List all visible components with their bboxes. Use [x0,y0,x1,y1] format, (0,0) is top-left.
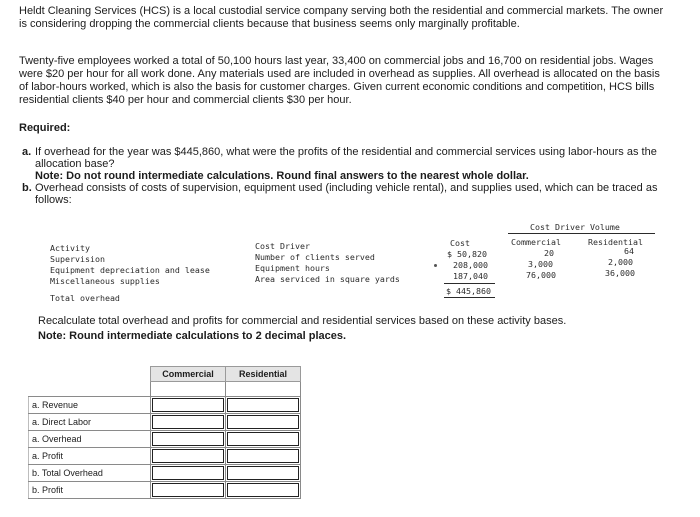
profit-b-commercial-input[interactable] [151,482,226,499]
part-a-text: If overhead for the year was $445,860, what were the profits of the residential and commercial services using labor-hours as the allocation base? [35,146,657,170]
input-box[interactable] [227,483,299,497]
header-rule [508,233,655,234]
activity-supplies: Miscellaneous supplies [50,276,160,286]
row-total-overhead [29,465,301,482]
row-direct-labor [29,414,301,431]
driver-clients: Number of clients served [255,252,375,262]
cost-equipment: 208,000 [453,260,488,270]
input-box[interactable] [227,466,299,480]
row-label: a. Revenue [29,397,151,414]
commercial-supervision: 20 [544,248,554,258]
total-overhead-commercial-input[interactable] [151,465,226,482]
intro-paragraph: Heldt Cleaning Services (HCS) is a local custodial service company serving both the residential and commercial markets. The owner is considering dropping the commercial clients because that business seems only marginally profitable. [19,5,664,30]
required-label: Required: [19,122,71,134]
profit-a-residential-input[interactable] [226,448,301,465]
row-label: a. Direct Labor [29,414,151,431]
input-box[interactable] [227,449,299,463]
row-spacer-label [29,382,151,397]
spacer-residential [226,382,301,397]
col-driver: Cost Driver [255,241,310,251]
spacer-commercial [151,382,226,397]
activity-equipment: Equipment depreciation and lease [50,265,210,275]
col-residential: Residential [588,237,643,247]
commercial-equipment: 3,000 [528,259,553,269]
row-overhead [29,431,301,448]
driver-equipment-hours: Equipment hours [255,263,330,273]
profit-a-commercial-input[interactable] [151,448,226,465]
row-revenue [29,397,301,414]
profit-b-residential-input[interactable] [226,482,301,499]
row-label: a. Overhead [29,431,151,448]
answer-grid [28,366,301,499]
part-a [22,146,668,182]
residential-supplies: 36,000 [605,268,635,278]
input-box[interactable] [152,432,224,446]
input-box[interactable] [227,432,299,446]
cost-supplies: 187,040 [453,271,488,281]
header-group: Cost Driver Volume [530,222,620,232]
input-box[interactable] [152,449,224,463]
col-residential-header: Residential [226,367,301,382]
direct-labor-commercial-input[interactable] [151,414,226,431]
overhead-commercial-input[interactable] [151,431,226,448]
input-box[interactable] [152,483,224,497]
cost-supervision: $ 50,820 [447,249,487,259]
revenue-residential-input[interactable] [226,397,301,414]
total-overhead-residential-input[interactable] [226,465,301,482]
residential-supervision: 64 [624,246,634,256]
overhead-residential-input[interactable] [226,431,301,448]
total-value: $ 445,860 [446,286,491,296]
part-a-note: Note: Do not round intermediate calculations. Round final answers to the nearest whole dollar. [35,170,529,182]
row-label: a. Profit [29,448,151,465]
stray-dot [434,264,437,267]
recalc-note: Note: Round intermediate calculations to 2 decimal places. [38,330,347,342]
row-label: b. Total Overhead [29,465,151,482]
total-rule-bottom [444,297,495,298]
col-activity: Activity [50,243,90,253]
part-a-marker: a. [22,146,32,158]
row-profit-b [29,482,301,499]
answer-grid-corner [29,367,151,382]
revenue-commercial-input[interactable] [151,397,226,414]
activity-supervision: Supervision [50,254,105,264]
details-paragraph: Twenty-five employees worked a total of 50,100 hours last year, 33,400 on commercial jobs and 16,700 on residential jobs. Wages were $20 per hour for all work done. Any materials used are included in overhead as supplies. All overhead is allocated on the basis of labor-hours worked, which is also the basis for customer charges. Given current economic conditions and competition, HCS bills residential clients $40 per hour and commercial clients $30 per hour. [19,55,660,106]
input-box[interactable] [227,398,299,412]
col-commercial-header: Commercial [151,367,226,382]
part-b [22,182,668,206]
row-spacer [29,382,301,397]
driver-area: Area serviced in square yards [255,274,400,284]
recalc-text: Recalculate total overhead and profits for commercial and residential services based on these activity bases. [38,315,567,327]
input-box[interactable] [152,466,224,480]
total-rule-top [444,283,495,284]
requirements-list [22,146,668,206]
residential-equipment: 2,000 [608,257,633,267]
col-cost: Cost [450,238,470,248]
col-commercial: Commercial [511,237,561,247]
input-box[interactable] [152,415,224,429]
part-b-text: Overhead consists of costs of supervision, equipment used (including vehicle rental), and supplies used, which can be traced as follows: [35,182,658,206]
answer-grid-header [29,367,301,382]
input-box[interactable] [152,398,224,412]
row-label: b. Profit [29,482,151,499]
part-b-marker: b. [22,182,32,194]
input-box[interactable] [227,415,299,429]
total-label: Total overhead [50,293,120,303]
row-profit-a [29,448,301,465]
direct-labor-residential-input[interactable] [226,414,301,431]
commercial-supplies: 76,000 [526,270,556,280]
